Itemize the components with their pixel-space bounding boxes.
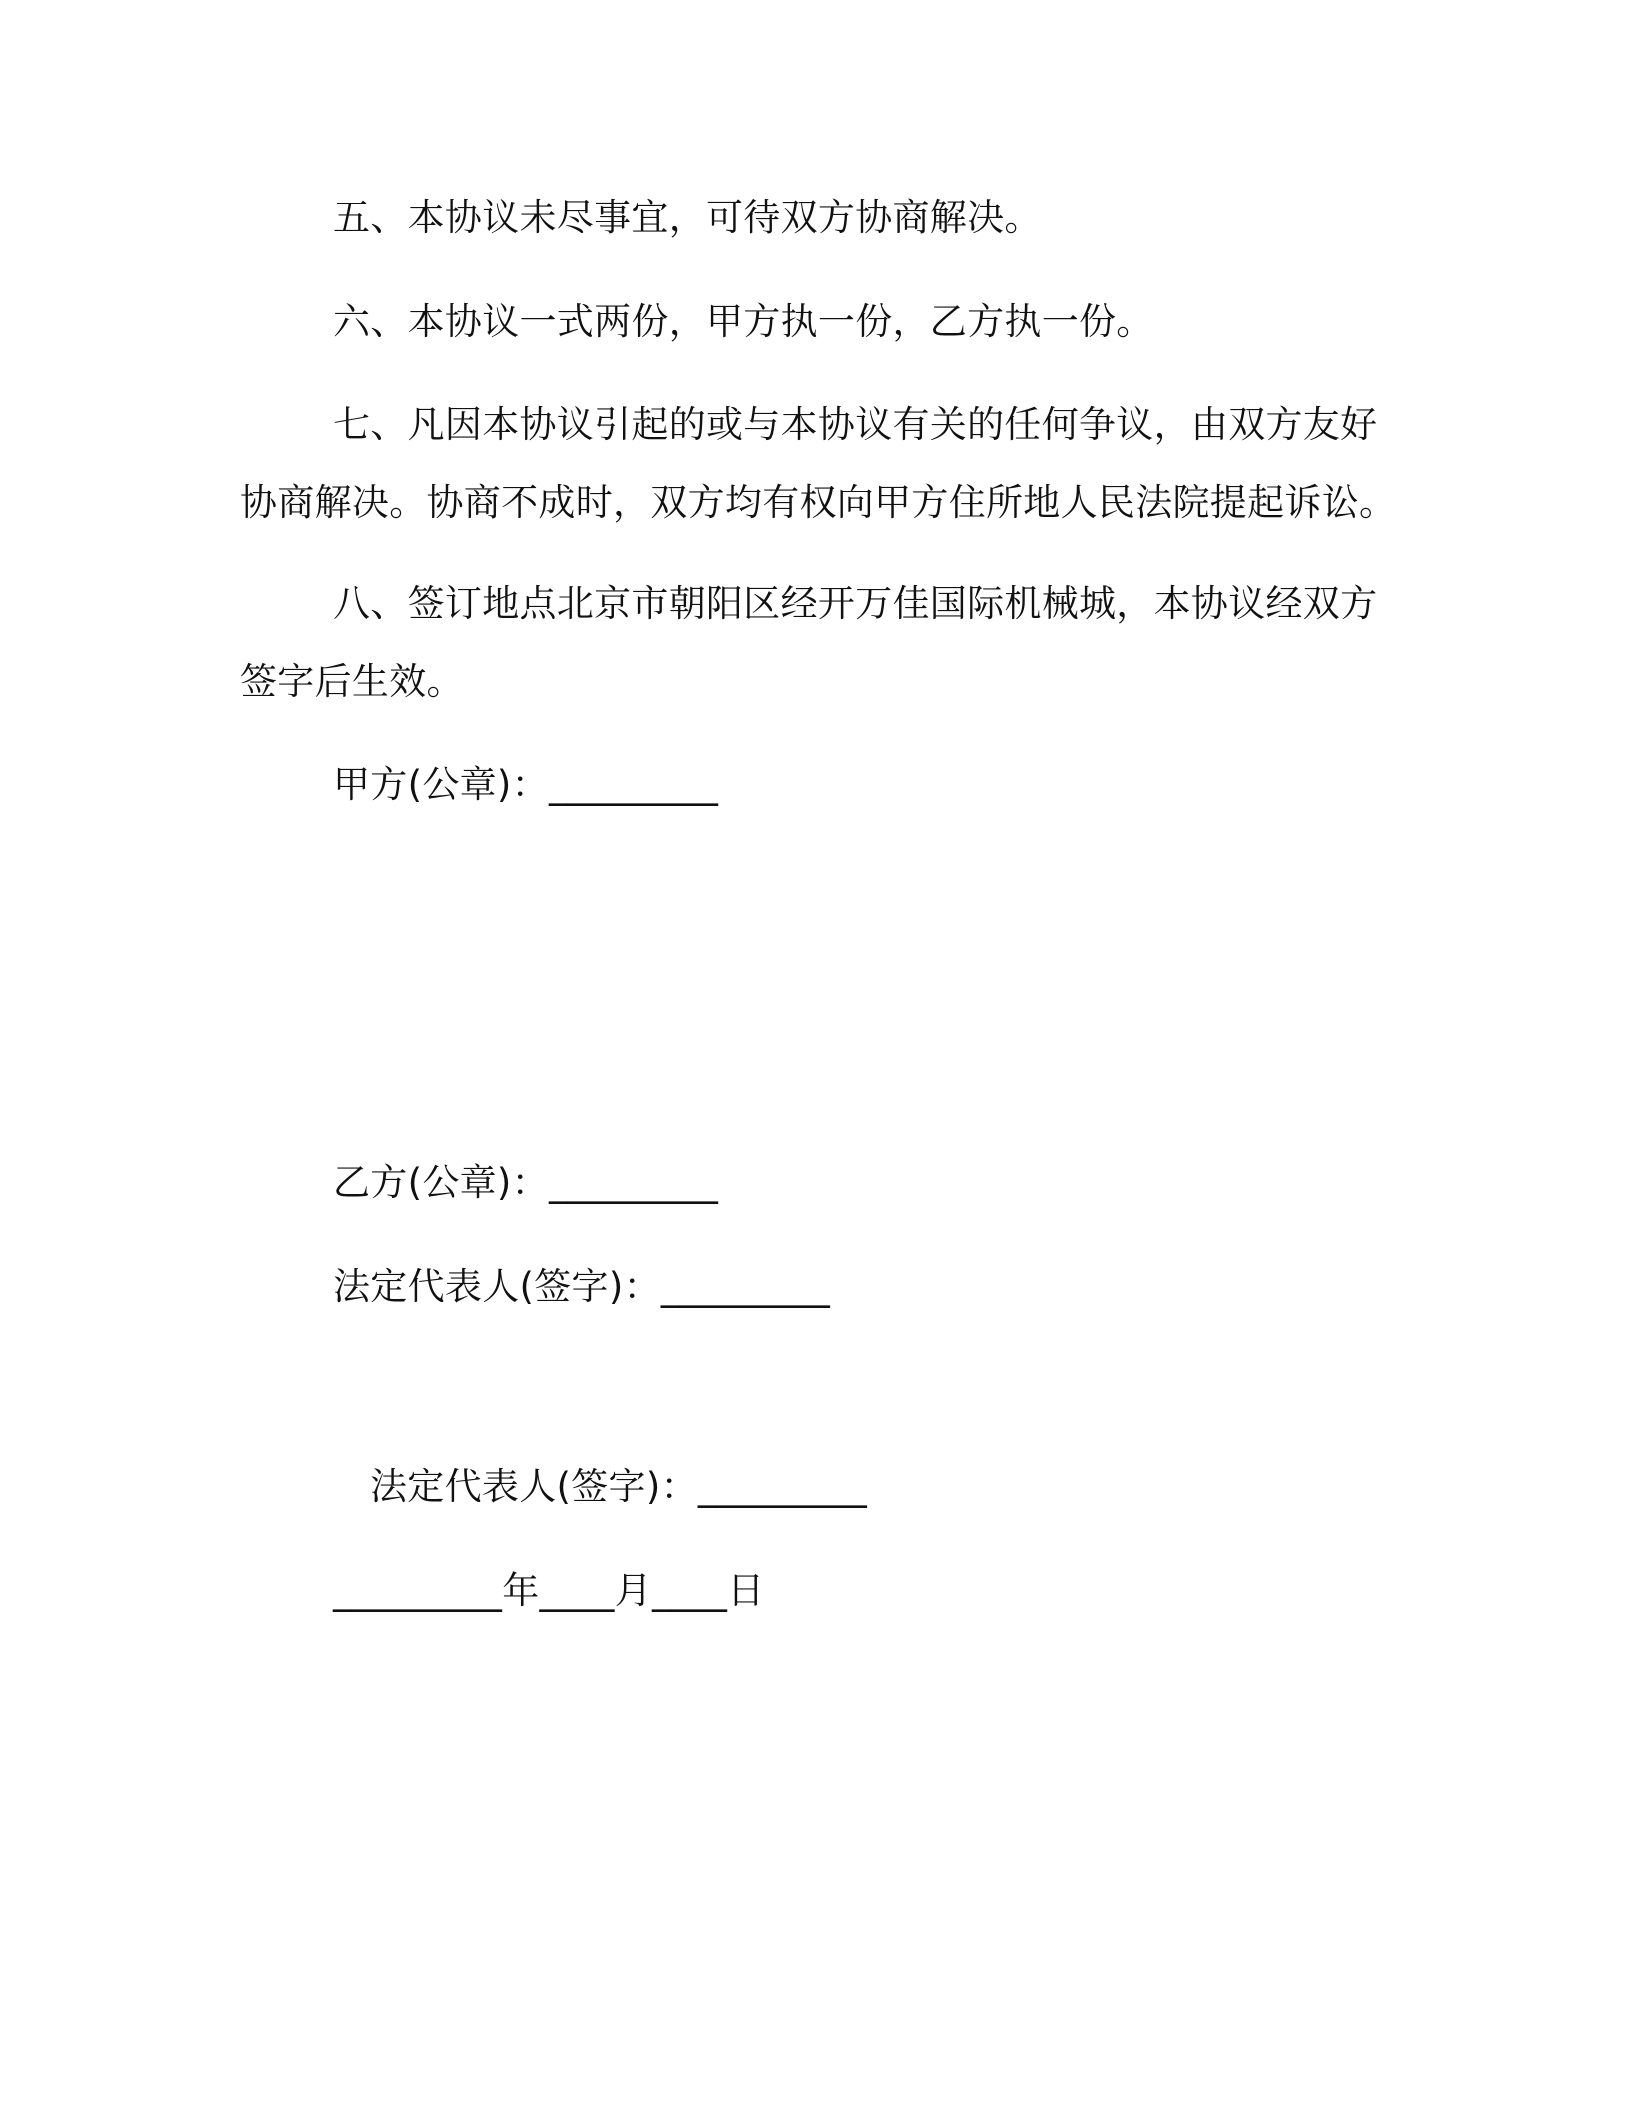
- clause-8-line-1: 八、签订地点北京市朝阳区经开万佳国际机械城，本协议经双方: [333, 582, 1378, 625]
- legal-representative-signature-line-1: 法定代表人(签字)：_________: [333, 1265, 831, 1308]
- signing-date-line: _________年____月____日: [333, 1569, 765, 1612]
- legal-representative-signature-line-2: 法定代表人(签字)：_________: [370, 1465, 868, 1508]
- party-b-seal-line: 乙方(公章)：_________: [333, 1161, 719, 1204]
- clause-7-line-1: 七、凡因本协议引起的或与本协议有关的任何争议，由双方友好: [333, 403, 1378, 446]
- clause-6: 六、本协议一式两份，甲方执一份，乙方执一份。: [333, 300, 1154, 343]
- party-a-seal-line: 甲方(公章)：_________: [333, 763, 719, 806]
- clause-5: 五、本协议未尽事宜，可待双方协商解决。: [333, 196, 1042, 239]
- clause-8-line-2: 签字后生效。: [240, 660, 464, 703]
- clause-7-line-2: 协商解决。协商不成时，双方均有权向甲方住所地人民法院提起诉讼。: [240, 481, 1397, 524]
